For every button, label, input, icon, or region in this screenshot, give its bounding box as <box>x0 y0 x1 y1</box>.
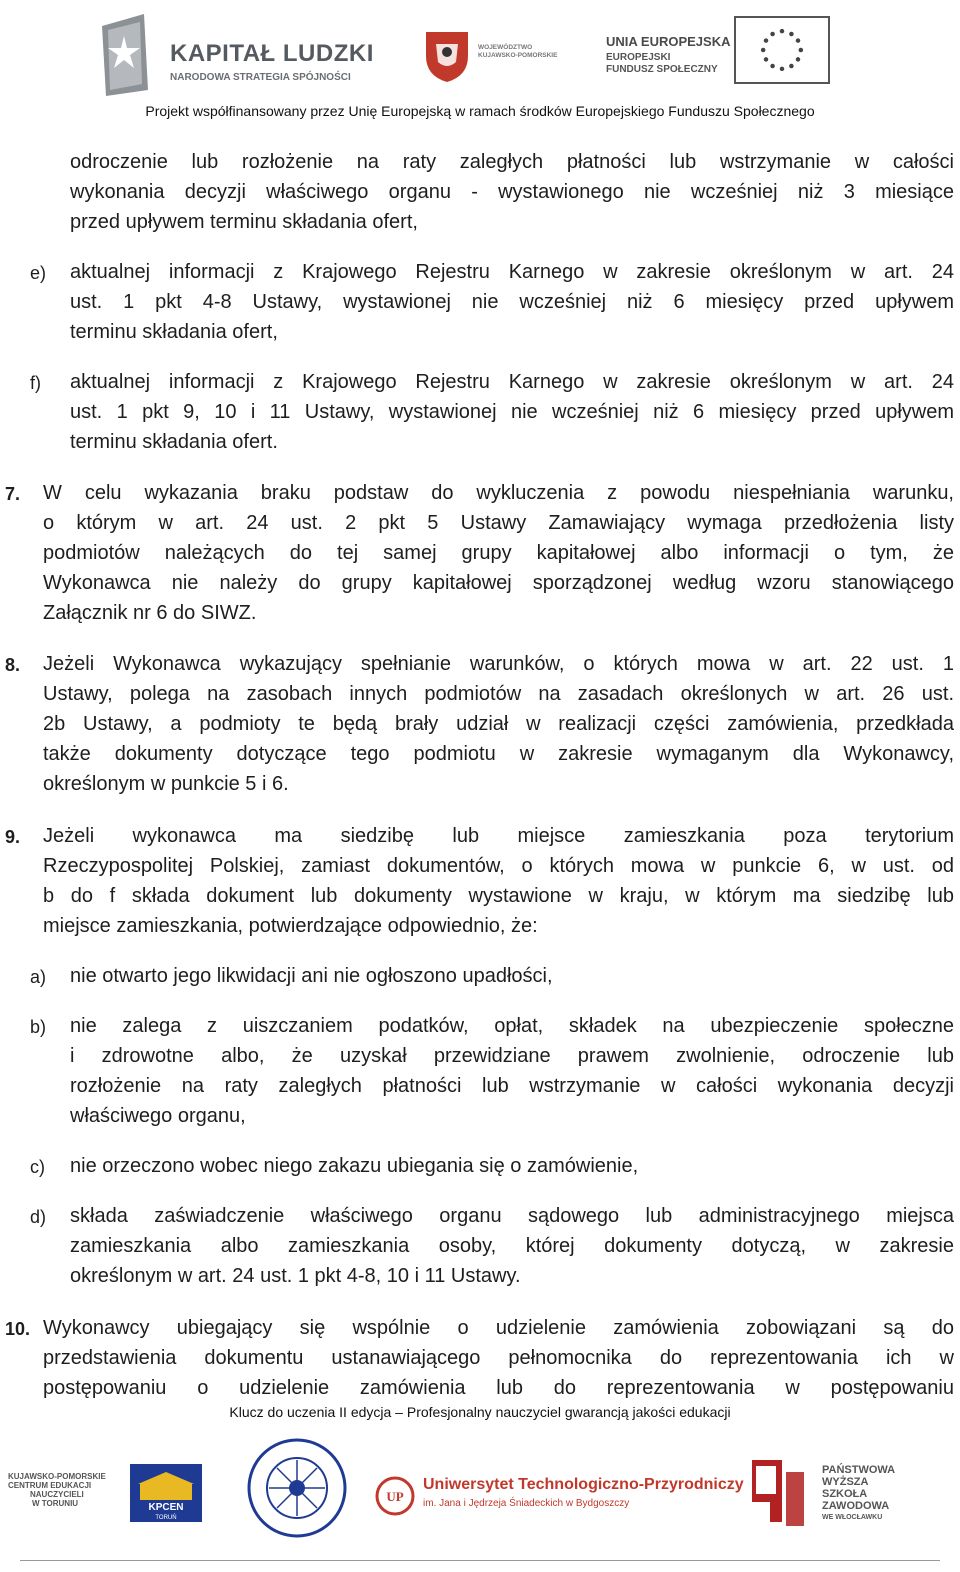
pwsz-line1: PAŃSTWOWA <box>822 1464 896 1476</box>
text-line: nie otwarto jego likwidacji ani nie ogłoszono upadłości, <box>70 965 553 987</box>
text-line: także dokumenty dotyczące tego podmiotu w zakresie wymaganym dla Wykonawcy, <box>43 743 954 765</box>
kpcen-box-city: TORUŃ <box>155 1515 177 1521</box>
header-caption: Projekt współfinansowany przez Unię Europejską w ramach środków Europejskiego Funduszu Społecznego <box>145 103 815 119</box>
ue-subtitle <box>606 52 718 76</box>
text-line: Rzeczypospolitej Polskiej, zamiast dokumentów, o których mowa w punkcie 6, w ust. od <box>43 855 954 877</box>
wojewodztwo-line2: KUJAWSKO-POMORSKIE <box>478 52 558 59</box>
utp-name: Uniwersytet Technologiczno-Przyrodniczy <box>423 1476 744 1493</box>
text-line: i zdrowotne albo, że uzyskał przewidziane prawem zwolnienie, odroczenie lub <box>70 1045 954 1067</box>
kpcen-line1: KUJAWSKO-POMORSKIE <box>8 1472 106 1481</box>
footer-divider <box>20 1560 940 1561</box>
footer-logos <box>0 1430 960 1540</box>
text-line: b do f składa dokument lub dokumenty wystawione w kraju, w którym ma siedzibę lub <box>43 885 954 907</box>
text-line: nie orzeczono wobec niego zakazu ubiegania się o zamówienie, <box>70 1155 639 1177</box>
ue-line3: FUNDUSZ SPOŁECZNY <box>606 64 718 75</box>
kpcen-line2: CENTRUM EDUKACJI <box>8 1481 92 1490</box>
utp-emblem-icon <box>375 1476 415 1516</box>
text-line: aktualnej informacji z Krajowego Rejestru Karnego w zakresie określonym w art. 24 <box>70 261 954 283</box>
item-label-f: f) <box>30 373 41 393</box>
pwsz-line5: WE WŁOCŁAWKU <box>822 1514 883 1521</box>
text-line: Ustawy, polega na zasobach innych podmiotów na zasadach określonych w art. 26 ust. <box>43 683 954 705</box>
text-line: zamieszkania albo zamieszkania osoby, której dokumenty dotyczą, w zakresie <box>70 1235 954 1257</box>
eu-flag-icon <box>734 16 830 84</box>
item-label-c: c) <box>30 1157 45 1177</box>
item-number-10: 10. <box>5 1319 31 1339</box>
text-line: terminu składania ofert, <box>70 321 278 343</box>
kpcen-box-label: KPCEN <box>148 1502 184 1513</box>
item-number-9: 9. <box>5 827 21 847</box>
text-line: określonym w punkcie 5 i 6. <box>43 773 289 795</box>
text-line: przedstawienia dokumentu ustanawiającego pełnomocnika do reprezentowania ich w <box>43 1347 954 1369</box>
item-label-b: b) <box>30 1017 47 1037</box>
text-line: wykonania decyzji właściwego organu - wystawionego nie wcześniej niż 3 miesiące <box>70 181 954 203</box>
item-label-e: e) <box>30 263 47 283</box>
text-line: Wykonawca nie należy do grupy kapitałowej sporządzonej według wzoru stanowiącego <box>43 572 954 594</box>
svg-text:UP: UP <box>386 1489 404 1504</box>
unia-europejska-logo <box>606 16 826 96</box>
text-line: ust. 1 pkt 4-8 Ustawy, wystawionej nie wcześniej niż 6 miesięcy przed upływem <box>70 291 954 313</box>
text-line: określonym w art. 24 ust. 1 pkt 4-8, 10 i 11 Ustawy. <box>70 1265 521 1287</box>
pwsz-text <box>822 1464 895 1524</box>
text-line: miejsce zamieszkania, potwierdzające odpowiednio, że: <box>43 915 538 937</box>
kapital-ludzki-logo <box>92 8 382 100</box>
text-line: przed upływem terminu składania ofert, <box>70 211 418 233</box>
utp-logo <box>375 1470 744 1526</box>
kpcen-logo-box <box>130 1464 202 1522</box>
umk-seal-icon <box>245 1436 349 1540</box>
text-line: Jeżeli wykonawca ma siedzibę lub miejsce zamieszkania poza terytorium <box>43 825 954 847</box>
pwsz-line4: ZAWODOWA <box>822 1500 890 1512</box>
text-line: Jeżeli Wykonawca wykazujący spełnianie warunków, o których mowa w art. 22 ust. 1 <box>43 653 954 675</box>
pwsz-emblem-logo <box>742 1452 812 1532</box>
text-line: właściwego organu, <box>70 1105 246 1127</box>
ue-title: UNIA EUROPEJSKA <box>606 34 731 49</box>
ue-line2: EUROPEJSKI <box>606 52 671 63</box>
kpcen-line3: NAUCZYCIELI <box>30 1490 84 1499</box>
item-number-8: 8. <box>5 655 21 675</box>
footer-caption: Klucz do uczenia II edycja – Profesjonalny nauczyciel gwarancją jakości edukacji <box>229 1404 731 1420</box>
pwsz-line2: WYŻSZA <box>822 1476 869 1488</box>
text-line: składa zaświadczenie właściwego organu sądowego lub administracyjnego miejsca <box>70 1205 954 1227</box>
pwsz-line3: SZKOŁA <box>822 1488 868 1500</box>
text-line: nie zalega z uiszczaniem podatków, opłat, składek na ubezpieczenie społeczne <box>70 1015 954 1037</box>
text-line: W celu wykazania braku podstaw do wykluczenia z powodu niespełniania warunku, <box>43 482 954 504</box>
text-line: Załącznik nr 6 do SIWZ. <box>43 602 257 624</box>
kpcen-logo-text <box>8 1472 106 1508</box>
text-line: o którym w art. 24 ust. 2 pkt 5 Ustawy Zamawiający wymaga przedłożenia listy <box>43 512 954 534</box>
text-line: podmiotów należących do tej samej grupy kapitałowej albo informacji o tym, że <box>43 542 954 564</box>
kapital-ludzki-mark-icon <box>96 12 152 96</box>
kpcen-building-icon <box>130 1464 202 1522</box>
pwsz-emblem-icon <box>742 1452 812 1532</box>
item-number-7: 7. <box>5 484 21 504</box>
kapital-ludzki-title: KAPITAŁ LUDZKI <box>170 40 374 67</box>
page-header <box>0 0 960 130</box>
text-line: ust. 1 pkt 9, 10 i 11 Ustawy, wystawionej nie wcześniej niż 6 miesięcy przed upływem <box>70 401 954 423</box>
kpcen-line4: W TORUNIU <box>32 1499 79 1508</box>
text-line: rozłożenie na raty zaległych płatności lub wstrzymanie w całości wykonania decyzji <box>70 1075 954 1097</box>
item-label-d: d) <box>30 1207 47 1227</box>
utp-subname: im. Jana i Jędrzeja Śniadeckich w Bydgoszczy <box>423 1498 630 1509</box>
umk-seal-logo <box>245 1436 349 1540</box>
wojewodztwo-logo <box>422 26 582 86</box>
text-line: 2b Ustawy, a podmioty te będą brały udział w realizacji części zamówienia, przedkłada <box>43 713 954 735</box>
text-line: Wykonawcy ubiegający się wspólnie o udzielenie zamówienia zobowiązani są do <box>43 1317 954 1339</box>
text-line: odroczenie lub rozłożenie na raty zaległych płatności lub wstrzymanie w całości <box>70 151 954 173</box>
text-line: postępowaniu o udzielenie zamówienia lub do reprezentowania w postępowaniu <box>43 1377 954 1399</box>
item-label-a: a) <box>30 967 47 987</box>
text-line: aktualnej informacji z Krajowego Rejestru Karnego w zakresie określonym w art. 24 <box>70 371 954 393</box>
wojewodztwo-line1: WOJEWÓDZTWO <box>478 44 533 51</box>
text-line: terminu składania ofert. <box>70 431 278 453</box>
wojewodztwo-text <box>478 44 557 60</box>
coat-of-arms-icon <box>422 26 472 84</box>
kapital-ludzki-subtitle: NARODOWA STRATEGIA SPÓJNOŚCI <box>170 72 351 83</box>
